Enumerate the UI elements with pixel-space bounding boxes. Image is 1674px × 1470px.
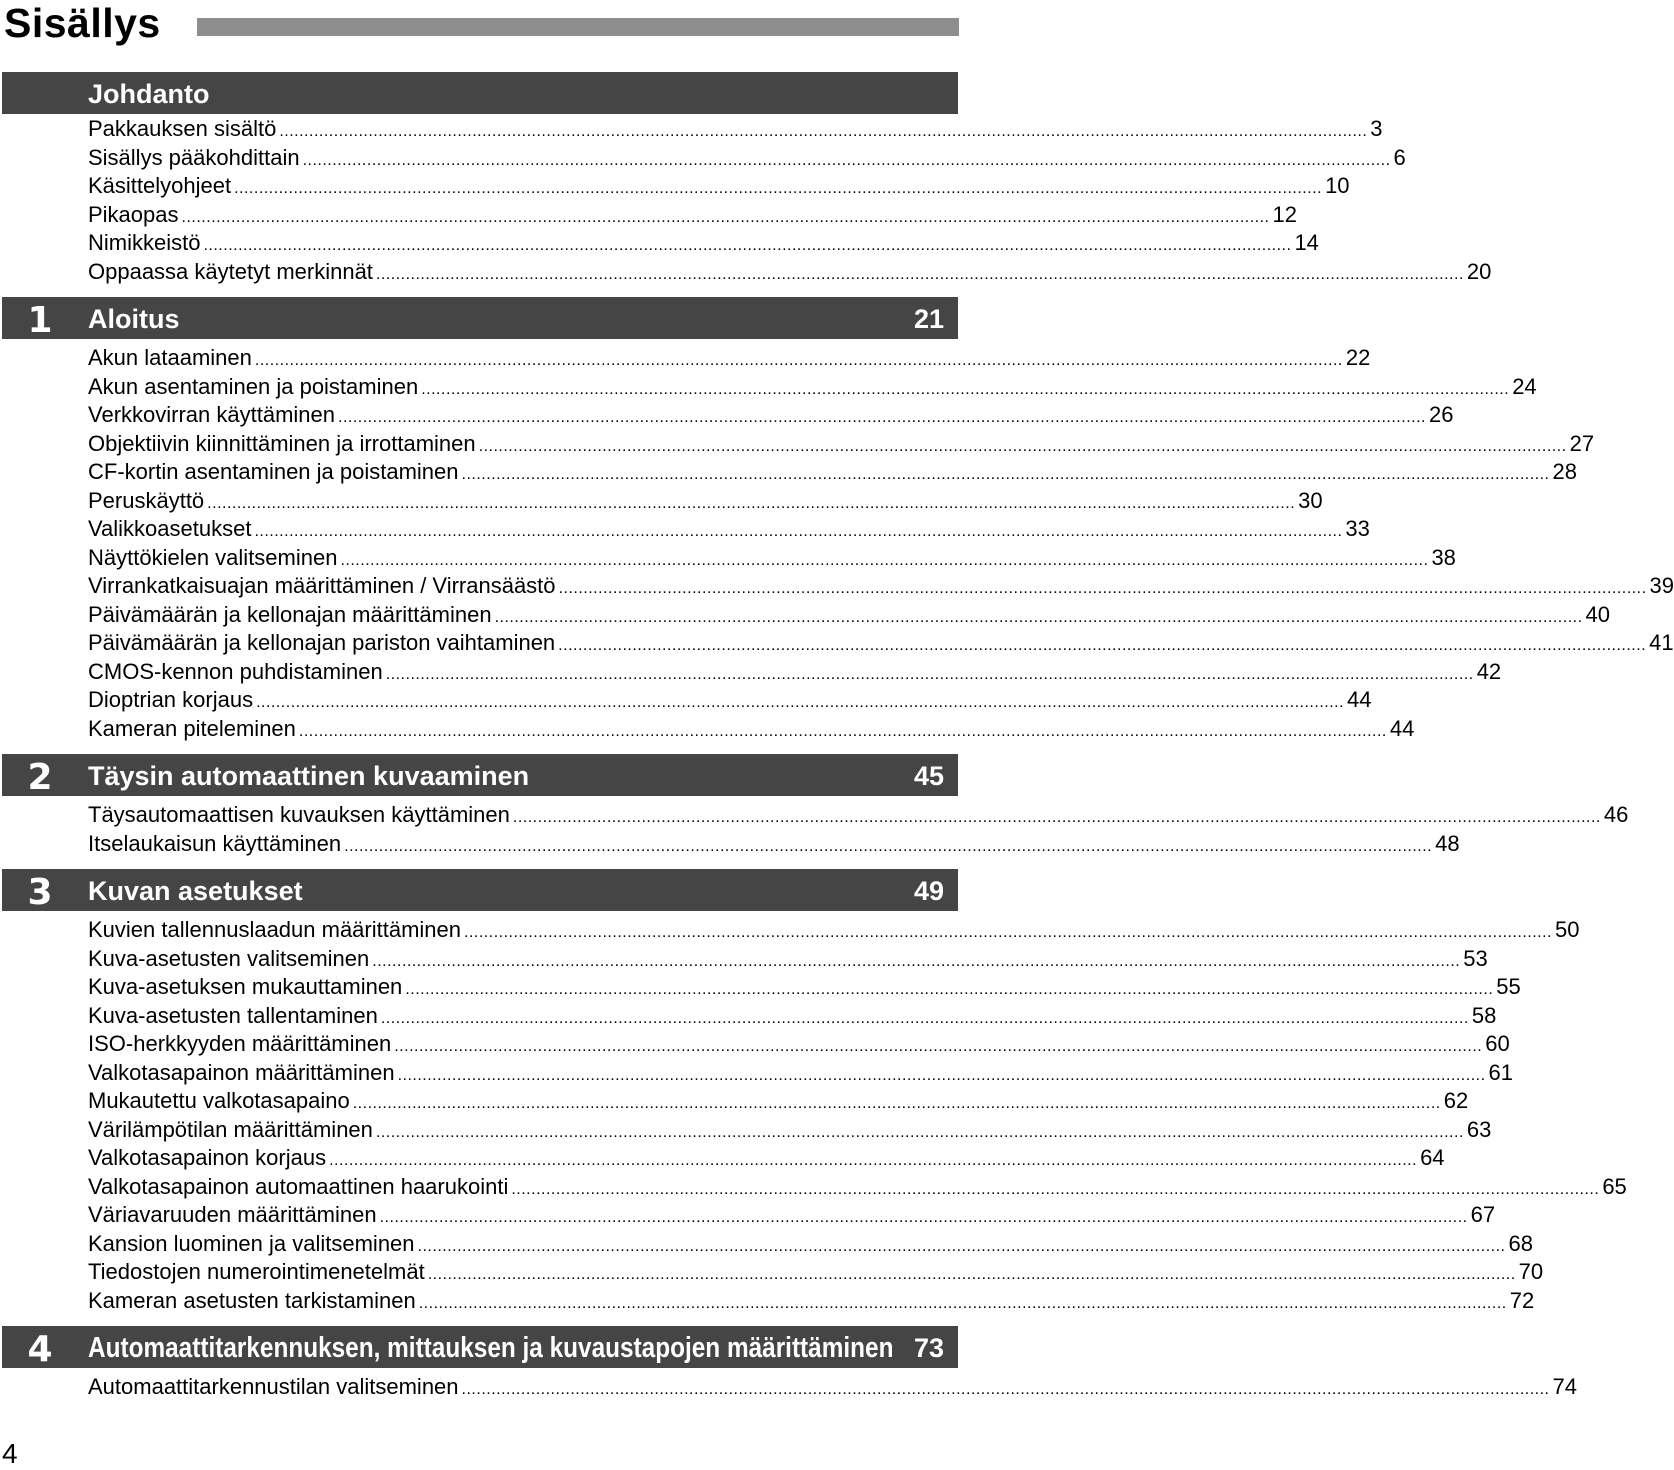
toc-entry-page: 26 <box>1428 402 1454 427</box>
toc-entry <box>88 487 1323 516</box>
dot-leader: ............................................................................................................................................................................................................................ <box>203 237 1292 254</box>
dot-leader: ............................................................................................................................................................................................................................ <box>302 151 1391 169</box>
toc-entry-label: Verkkovirran käyttäminen <box>88 402 335 427</box>
dot-leader: ............................................................................................................................................................................................................................ <box>461 466 1550 483</box>
toc-entry <box>88 572 1674 601</box>
toc-entry <box>88 601 1611 630</box>
dot-leader: ............................................................................................................................................................................................................................ <box>461 1381 1550 1398</box>
toc-entry <box>88 144 1406 173</box>
dot-leader: ............................................................................................................................................................................................................................ <box>380 1009 1469 1027</box>
toc-entry-page: 40 <box>1585 601 1611 627</box>
dot-leader: ............................................................................................................................................................................................................................ <box>338 409 1426 426</box>
toc-entry-page: 24 <box>1512 373 1537 399</box>
section-page-number: 73 <box>913 1333 944 1363</box>
toc-entry-page: 61 <box>1488 1059 1514 1085</box>
toc-entry <box>88 1059 1514 1088</box>
toc-entry-label: Virrankatkaisuajan määrittäminen / Virransäästö <box>88 573 556 598</box>
dot-leader: ............................................................................................................................................................................................................................ <box>344 837 1433 855</box>
toc-entry-label: Pikaopas <box>88 201 179 227</box>
chapter-number: 1 <box>27 300 53 341</box>
toc-entry-label: Peruskäyttö <box>88 487 205 513</box>
toc-entry-label: Objektiivin kiinnittäminen ja irrottaminen <box>88 430 476 456</box>
toc-list-intro <box>88 115 1492 286</box>
toc-entry <box>88 1116 1492 1145</box>
toc-entry <box>88 1373 1577 1402</box>
chapter-number: 4 <box>27 1329 53 1370</box>
toc-entry <box>88 916 1580 945</box>
toc-entry-page: 44 <box>1347 687 1372 712</box>
dot-leader: ............................................................................................................................................................................................................................ <box>375 265 1464 283</box>
toc-entry-page: 22 <box>1345 345 1371 370</box>
toc-entry-page: 62 <box>1443 1088 1469 1113</box>
toc-entry-page: 6 <box>1393 144 1406 170</box>
toc-entry-page: 38 <box>1431 544 1456 570</box>
toc-entry <box>88 945 1488 974</box>
toc-entry <box>88 229 1319 258</box>
toc-entry-label: Mukautettu valkotasapaino <box>88 1088 350 1113</box>
dot-leader: ............................................................................................................................................................................................................................ <box>427 1266 1516 1283</box>
toc-entry-page: 44 <box>1389 715 1415 741</box>
section-header-chapter-4 <box>2 1326 958 1368</box>
toc-entry <box>88 515 1370 544</box>
toc-entry-page: 70 <box>1518 1259 1544 1284</box>
toc-entry <box>88 1173 1627 1202</box>
toc-entry-label: ISO-herkkyyden määrittäminen <box>88 1031 392 1056</box>
toc-entry <box>88 1230 1533 1259</box>
toc-entry <box>88 401 1454 430</box>
toc-entry <box>88 686 1372 715</box>
chapter-number: 3 <box>27 872 53 913</box>
toc-entry-page: 41 <box>1649 630 1674 655</box>
dot-leader: ............................................................................................................................................................................................................................ <box>256 694 1345 711</box>
toc-entry <box>88 201 1297 230</box>
toc-entry-label: Valkotasapainon korjaus <box>88 1145 327 1170</box>
toc-entry-label: Valikkoasetukset <box>88 516 252 541</box>
toc-entry-page: 33 <box>1345 516 1370 541</box>
toc-entry-page: 58 <box>1471 1002 1497 1028</box>
toc-entry-page: 20 <box>1466 258 1492 284</box>
section-header-chapter-3 <box>2 869 958 911</box>
dot-leader: ............................................................................................................................................................................................................................ <box>397 1066 1486 1084</box>
page-title: Sisällys <box>4 0 161 46</box>
toc-entry <box>88 1087 1469 1116</box>
section-header-chapter-2 <box>2 754 958 796</box>
toc-list-chapter-3 <box>88 916 1627 1315</box>
dot-leader: ............................................................................................................................................................................................................................ <box>478 437 1567 455</box>
toc-entry <box>88 1287 1535 1316</box>
toc-list-chapter-1 <box>88 344 1674 743</box>
dot-leader: ............................................................................................................................................................................................................................ <box>352 1095 1441 1112</box>
dot-leader: ............................................................................................................................................................................................................................ <box>511 1180 1600 1198</box>
toc-entry <box>88 830 1460 859</box>
toc-list-chapter-2 <box>88 801 1629 858</box>
dot-leader: ............................................................................................................................................................................................................................ <box>558 580 1647 597</box>
section-page-number: 45 <box>913 761 944 791</box>
toc-entry-page: 3 <box>1370 116 1383 141</box>
toc-entry-label: Kuvien tallennuslaadun määrittäminen <box>88 917 462 942</box>
toc-entry-label: Pakkauksen sisältö <box>88 116 277 141</box>
toc-list-chapter-4 <box>88 1373 1577 1402</box>
toc-entry-label: Käsittelyohjeet <box>88 173 232 198</box>
toc-entry-label: Kameran piteleminen <box>88 715 296 741</box>
dot-leader: ............................................................................................................................................................................................................................ <box>421 380 1510 398</box>
toc-entry-label: Akun asentaminen ja poistaminen <box>88 373 419 399</box>
toc-entry-label: Oppaassa käytetyt merkinnät <box>88 258 373 284</box>
dot-leader: ............................................................................................................................................................................................................................ <box>254 352 1343 369</box>
toc-entry-page: 65 <box>1602 1173 1627 1199</box>
toc-entry-label: Tiedostojen numerointimenetelmät <box>88 1259 425 1284</box>
toc-entry-page: 12 <box>1272 201 1297 227</box>
dot-leader: ............................................................................................................................................................................................................................ <box>464 924 1552 941</box>
dot-leader: ............................................................................................................................................................................................................................ <box>329 1152 1418 1169</box>
toc-entry <box>88 344 1371 373</box>
toc-entry <box>88 973 1521 1002</box>
section-header-intro <box>2 72 958 114</box>
title-rule <box>197 18 959 36</box>
dot-leader: ............................................................................................................................................................................................................................ <box>418 1294 1507 1312</box>
toc-entry-page: 55 <box>1496 974 1521 999</box>
dot-leader: ............................................................................................................................................................................................................................ <box>558 637 1647 654</box>
dot-leader: ............................................................................................................................................................................................................................ <box>298 722 1387 740</box>
dot-leader: ............................................................................................................................................................................................................................ <box>254 523 1343 540</box>
dot-leader: ............................................................................................................................................................................................................................ <box>375 1123 1464 1141</box>
toc-entry-label: Näyttökielen valitseminen <box>88 544 338 570</box>
section-title: Täysin automaattinen kuvaaminen <box>88 761 530 791</box>
section-title: Johdanto <box>88 79 210 109</box>
toc-entry-page: 39 <box>1649 573 1674 598</box>
toc-entry-page: 67 <box>1470 1202 1496 1227</box>
toc-entry-page: 10 <box>1325 173 1350 198</box>
toc-entry <box>88 115 1383 144</box>
toc-entry-label: Nimikkeistö <box>88 230 201 255</box>
section-title: Aloitus <box>88 304 180 334</box>
toc-entry-page: 28 <box>1552 459 1577 484</box>
toc-entry <box>88 629 1674 658</box>
chapter-number: 2 <box>27 757 53 798</box>
dot-leader: ............................................................................................................................................................................................................................ <box>512 809 1601 826</box>
dot-leader: ............................................................................................................................................................................................................................ <box>379 1209 1468 1226</box>
section-page-number: 49 <box>913 876 944 906</box>
section-title: Automaattitarkennuksen, mittauksen ja kuvaustapojen määrittäminen <box>88 1332 894 1364</box>
page-number: 4 <box>2 1438 18 1469</box>
toc-entry-label: Kuva-asetusten tallentaminen <box>88 1002 378 1028</box>
toc-entry-label: Sisällys pääkohdittain <box>88 144 300 170</box>
dot-leader: ............................................................................................................................................................................................................................ <box>417 1237 1506 1255</box>
toc-entry <box>88 1002 1497 1031</box>
toc-entry-page: 48 <box>1435 830 1460 856</box>
toc-entry-page: 46 <box>1603 802 1629 827</box>
toc-entry <box>88 430 1595 459</box>
toc-entry-label: CMOS-kennon puhdistaminen <box>88 658 383 684</box>
toc-entry <box>88 801 1629 830</box>
toc-entry-label: Akun lataaminen <box>88 345 252 370</box>
toc-entry-page: 74 <box>1552 1374 1577 1399</box>
toc-entry-label: Kameran asetusten tarkistaminen <box>88 1287 416 1313</box>
toc-entry <box>88 715 1415 744</box>
toc-entry <box>88 658 1502 687</box>
toc-entry-page: 60 <box>1485 1031 1510 1056</box>
toc-entry-page: 42 <box>1476 658 1502 684</box>
toc-entry-label: Värilämpötilan määrittäminen <box>88 1116 373 1142</box>
toc-entry-label: Päivämäärän ja kellonajan pariston vaihtaminen <box>88 630 556 655</box>
toc-entry <box>88 373 1537 402</box>
toc-entry <box>88 258 1492 287</box>
toc-entry-page: 63 <box>1466 1116 1492 1142</box>
toc-entry-page: 30 <box>1298 487 1323 513</box>
toc-entry-label: Itselaukaisun käyttäminen <box>88 830 342 856</box>
dot-leader: ............................................................................................................................................................................................................................ <box>372 952 1461 970</box>
toc-entry <box>88 1258 1544 1287</box>
dot-leader: ............................................................................................................................................................................................................................ <box>494 608 1583 626</box>
toc-entry <box>88 544 1456 573</box>
toc-entry-label: Dioptrian korjaus <box>88 687 254 712</box>
dot-leader: ............................................................................................................................................................................................................................ <box>394 1038 1483 1055</box>
dot-leader: ............................................................................................................................................................................................................................ <box>181 208 1270 226</box>
dot-leader: ............................................................................................................................................................................................................................ <box>279 123 1368 140</box>
toc-entry-label: Päivämäärän ja kellonajan määrittäminen <box>88 601 492 627</box>
section-header-chapter-1 <box>2 297 958 339</box>
section-page-number: 21 <box>913 304 944 334</box>
toc-entry-label: Valkotasapainon automaattinen haarukointi <box>88 1173 509 1199</box>
toc-entry <box>88 1201 1496 1230</box>
toc-entry-page: 72 <box>1509 1287 1535 1313</box>
toc-entry-label: Kansion luominen ja valitseminen <box>88 1230 415 1256</box>
toc-entry-label: Kuva-asetuksen mukauttaminen <box>88 974 403 999</box>
toc-entry <box>88 458 1577 487</box>
dot-leader: ............................................................................................................................................................................................................................ <box>340 551 1429 569</box>
section-title: Kuvan asetukset <box>88 876 303 906</box>
dot-leader: ............................................................................................................................................................................................................................ <box>405 981 1494 998</box>
dot-leader: ............................................................................................................................................................................................................................ <box>207 494 1296 512</box>
toc-entry-page: 50 <box>1554 917 1580 942</box>
toc-entry-page: 68 <box>1508 1230 1533 1256</box>
toc-entry-label: Automaattitarkennustilan valitseminen <box>88 1374 459 1399</box>
toc-entry-label: Väriavaruuden määrittäminen <box>88 1202 377 1227</box>
toc-entry-page: 27 <box>1569 430 1595 456</box>
toc-entry <box>88 172 1350 201</box>
toc-entry-label: Kuva-asetusten valitseminen <box>88 945 370 971</box>
toc-entry-label: CF-kortin asentaminen ja poistaminen <box>88 459 459 484</box>
toc-entry-page: 14 <box>1294 230 1319 255</box>
toc-entry-page: 53 <box>1463 945 1488 971</box>
toc-entry-label: Täysautomaattisen kuvauksen käyttäminen <box>88 802 510 827</box>
dot-leader: ............................................................................................................................................................................................................................ <box>234 180 1323 197</box>
page-header <box>0 0 960 50</box>
toc-entry-label: Valkotasapainon määrittäminen <box>88 1059 395 1085</box>
toc-entry <box>88 1144 1445 1173</box>
toc-entry <box>88 1030 1510 1059</box>
toc-entry-page: 64 <box>1420 1145 1445 1170</box>
dot-leader: ............................................................................................................................................................................................................................ <box>385 665 1474 683</box>
